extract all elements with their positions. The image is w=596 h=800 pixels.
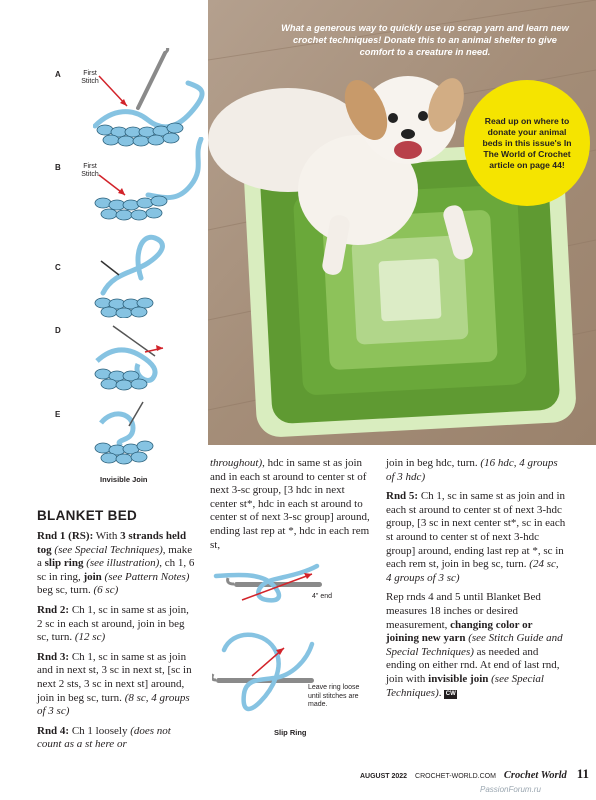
rnd-3 — [37, 651, 197, 719]
illustration-step-e — [55, 400, 205, 475]
rnd-label: Rnd 1 (RS): — [37, 530, 94, 542]
rnd-note: (see illustration) — [83, 557, 160, 570]
slip-ring-diagram — [212, 560, 372, 740]
issue-date: AUGUST 2022 — [360, 773, 408, 780]
rnd-text: Ch 1, sc in same st as join and in next st, 3 sc in next st, [sc in next 2 sts, 3 sc in next st] around, join in beg sc, turn. — [37, 650, 192, 704]
step-letter: A — [55, 70, 61, 79]
rnd-bold: join — [83, 570, 102, 583]
magazine-name: Crochet World — [503, 770, 567, 781]
rnd-2 — [37, 604, 197, 645]
illustration-caption: Invisible Join — [100, 475, 148, 484]
rnd-text: With — [93, 530, 121, 542]
rnd-1 — [37, 530, 197, 598]
illustration-step-d — [55, 320, 205, 390]
page-number: 11 — [576, 766, 590, 781]
invisible-join-illustration — [55, 50, 205, 490]
rnd-text: , hdc in same st as join and in each st around to center st of next 3-sc group, [3 hdc in next center st*, hdc in each st around to center st of next 3-sc group] around, ending last rep at *, hdc in each rem st, — [210, 457, 370, 551]
step-note: First Stitch — [81, 70, 99, 85]
instructions-column-3 — [386, 457, 566, 706]
instructions-column-1 — [37, 530, 197, 758]
step-e-drawing — [93, 398, 193, 476]
photo-scene — [208, 0, 596, 445]
rnd-bold: changing color or joining new yarn — [386, 618, 533, 645]
illustration-step-c — [55, 235, 205, 315]
rnd-4-continued — [210, 457, 373, 552]
illustration-step-b — [55, 145, 205, 225]
rnd-text: as needed and ending on either rnd. At end of last rnd, join with — [386, 645, 560, 685]
step-letter: B — [55, 163, 61, 172]
repeat-instructions — [386, 591, 566, 700]
slip-ring-caption: Slip Ring — [274, 728, 307, 737]
rnd-text: join in beg hdc, turn. — [386, 457, 481, 469]
rnd-note: (see Special Techniques) — [51, 543, 163, 556]
rnd-label: Rnd 3: — [37, 650, 70, 663]
rnd-text: Ch 1, sc in same st as join and in each st around to center st of next 3-hdc group, [3 sc in next center st*, sc in each st around to center st of next 3-hdc group] around, ending last rep at *, sc in each rem st, join in beg sc, turn. — [386, 490, 566, 571]
rnd-count: (12 sc) — [74, 631, 106, 644]
step-letter: E — [55, 410, 61, 419]
rnd-note: (see Stitch Guide and Special Techniques) — [386, 632, 563, 658]
rnd-4 — [37, 725, 197, 752]
rnd-bold: slip ring — [44, 557, 84, 570]
rnd-text: , ch 1, 6 sc in ring, — [37, 557, 195, 583]
watermark: PassionForum.ru — [480, 785, 541, 794]
rnd-label: Rnd 4: — [37, 724, 70, 737]
step-d-drawing — [93, 316, 193, 396]
rnd-count: (6 sc) — [93, 584, 119, 597]
step-letter: C — [55, 263, 61, 272]
rnd-4-end — [386, 457, 566, 484]
rnd-count: (24 sc, 4 groups of 3 sc) — [386, 558, 559, 584]
rnd-note: (does not count as a st here or — [37, 724, 171, 751]
rnd-text: Ch 1 loosely — [69, 724, 131, 737]
step-c-drawing — [93, 233, 193, 318]
website: CROCHET-WORLD.COM — [415, 773, 496, 780]
rnd-count: (16 hdc, 4 groups of 3 hdc) — [386, 457, 558, 483]
loose-ring-note: Leave ring loose until stitches are made. — [308, 684, 360, 708]
page-footer — [360, 766, 589, 782]
step-a-drawing — [93, 48, 205, 148]
rnd-text: Rep rnds 4 and 5 until Blanket Bed measures 18 inches or desired measurement, — [386, 591, 541, 631]
dog-on-blanket-photo — [208, 0, 596, 445]
end-badge: CW — [445, 690, 456, 697]
rnd-text: . — [438, 686, 442, 699]
donation-callout — [464, 80, 590, 206]
rnd-label: Rnd 5: — [386, 490, 419, 503]
rnd-note: (see Pattern Notes) — [101, 570, 190, 583]
section-title: BLANKET BED — [37, 508, 138, 523]
rnd-text: beg sc, turn. — [37, 584, 94, 597]
rnd-text: , make a — [37, 543, 193, 570]
step-note: First Stitch — [81, 163, 99, 178]
rnd-bold: invisible join — [428, 672, 489, 685]
instructions-column-2 — [210, 457, 373, 558]
rnd-label: Rnd 2: — [37, 603, 70, 616]
rnd-note: (see Special Techniques) — [386, 672, 544, 699]
illustration-step-a — [55, 60, 205, 140]
rnd-bold: 3 strands held tog — [37, 530, 187, 556]
callout-text: Read up on where to donate your animal beds in this issue's In The World of Crochet article on page 44! — [482, 115, 572, 170]
end-note: 4" end — [312, 593, 333, 600]
step-b-drawing — [93, 137, 205, 227]
rnd-note: throughout) — [210, 457, 263, 469]
step-letter: D — [55, 326, 61, 335]
photo-caption: What a generous way to quickly use up scrap yarn and learn new crochet techniques! Donate this to an animal shelter to give comfort to a creature in need. — [281, 23, 569, 57]
rnd-text: Ch 1, sc in same st as join, 2 sc in each st around, join in beg sc, turn. — [37, 603, 189, 644]
rnd-5 — [386, 490, 566, 585]
rnd-count: (8 sc, 4 groups of 3 sc) — [37, 691, 190, 718]
